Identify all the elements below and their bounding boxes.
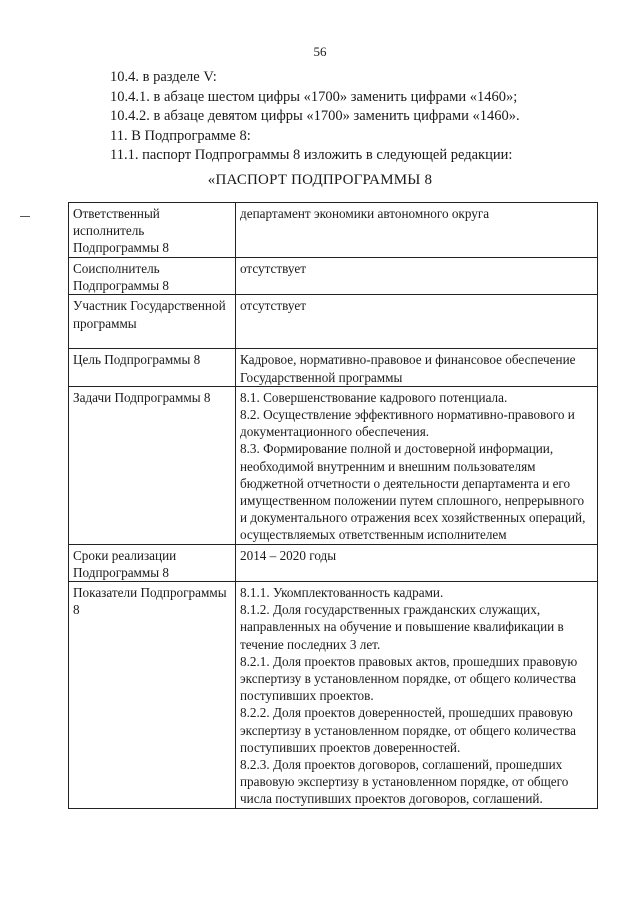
value-line: 8.2. Осуществление эффективного нормативно-правового и документационного обеспечения.	[240, 407, 575, 440]
value-line: 8.2.2. Доля проектов доверенностей, прошедших правовую экспертизу в установленном порядке, от общего количества поступивших проектов доверенностей.	[240, 705, 576, 755]
row-value	[236, 295, 598, 349]
row-label: Показатели Подпрограммы 8	[69, 582, 236, 809]
intro-line: 10.4. в разделе V:	[110, 69, 217, 85]
row-label: Ответственный исполнитель Подпрограммы 8	[69, 203, 236, 258]
value-line: 8.1.1. Укомплектованность кадрами.	[240, 585, 444, 601]
row-value	[236, 544, 598, 581]
row-label: Сроки реализации Подпрограммы 8	[69, 544, 236, 581]
value-line: 8.1.2. Доля государственных гражданских служащих, направленных на обучение и повышение квалификации в течение последних 3 лет.	[240, 602, 564, 652]
row-label: Соисполнитель Подпрограммы 8	[69, 258, 236, 295]
value-line: 8.3. Формирование полной и достоверной информации, необходимой внутренним и внешним пользователям бюджетной отчетности о деятельности департамента и его имущественном положении путем сплошного, непрерывного и документального отражения всех хозяйственных операций, осуществляемых ответственным исполнителем	[240, 441, 586, 543]
value-line: Кадровое, нормативно-правовое и финансовое обеспечение Государственной программы	[240, 352, 576, 385]
row-label: Задачи Подпрограммы 8	[69, 386, 236, 544]
value-line: 8.2.1. Доля проектов правовых актов, прошедших правовую экспертизу в установленном порядке, от общего количества поступивших проектов.	[240, 653, 578, 704]
table-row	[69, 544, 598, 581]
row-value	[236, 258, 598, 295]
intro-line: 11.1. паспорт Подпрограммы 8 изложить в следующей редакции:	[110, 147, 513, 163]
intro-paragraphs	[110, 68, 580, 166]
section-title: «ПАСПОРТ ПОДПРОГРАММЫ 8	[207, 172, 433, 188]
value-line: отсутствует	[240, 298, 306, 314]
value-line: 2014 – 2020 годы	[240, 547, 337, 563]
row-value	[236, 349, 598, 386]
intro-line: 11. В Подпрограмме 8:	[110, 127, 251, 144]
row-value	[236, 386, 598, 544]
table-row	[69, 582, 598, 809]
value-line: департамент экономики автономного округа	[240, 206, 490, 221]
value-line: 8.2.3. Доля проектов договоров, соглашений, прошедших правовую экспертизу в установленном порядке, от общего числа поступивших проектов договоров, соглашений.	[240, 757, 569, 807]
value-line: отсутствует	[240, 261, 306, 276]
row-label: Участник Государственной программы	[69, 295, 236, 349]
row-value	[236, 582, 598, 809]
page-number: 56	[313, 44, 327, 59]
row-label: Цель Подпрограммы 8	[69, 349, 236, 386]
table-row	[69, 386, 598, 544]
intro-line: 10.4.2. в абзаце девятом цифры «1700» заменить цифрами «1460».	[110, 108, 520, 124]
table-row	[69, 203, 598, 258]
table-row	[69, 349, 598, 386]
passport-table	[68, 202, 598, 809]
margin-mark	[20, 216, 30, 217]
intro-line: 10.4.1. в абзаце шестом цифры «1700» заменить цифрами «1460»;	[110, 88, 518, 105]
table-row	[69, 295, 598, 349]
value-line: 8.1. Совершенствование кадрового потенциала.	[240, 389, 508, 405]
row-value	[236, 203, 598, 258]
table-row	[69, 258, 598, 295]
